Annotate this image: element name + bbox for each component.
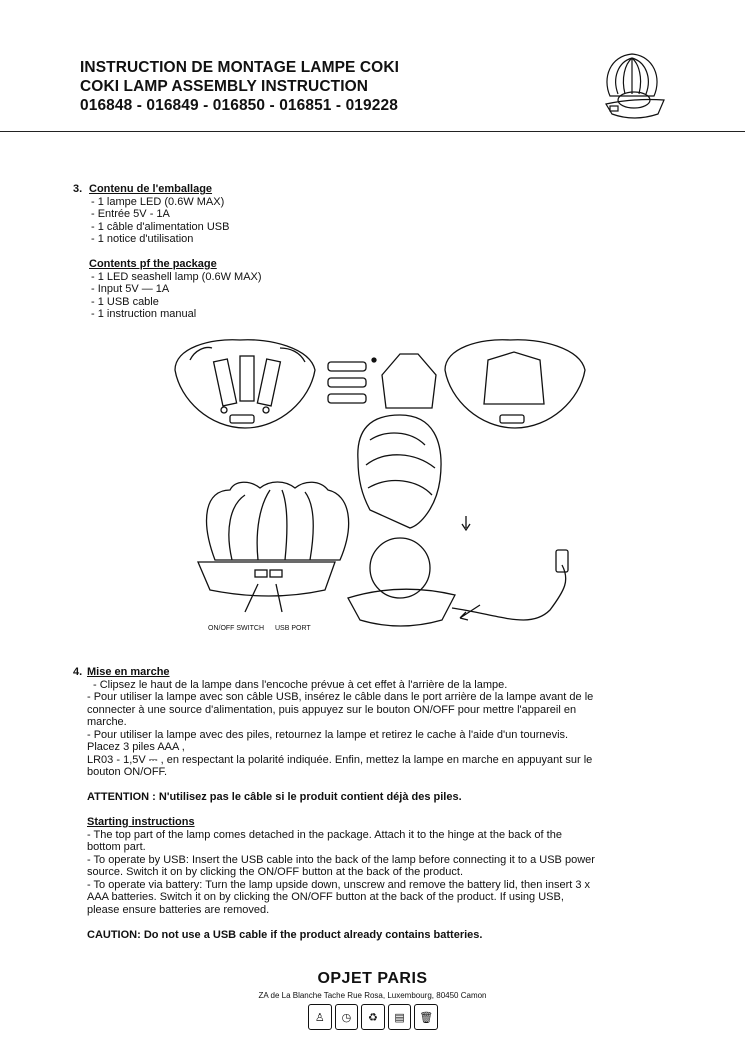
battery-icons <box>328 362 366 403</box>
product-references: 016848 - 016849 - 016850 - 016851 - 019228 <box>80 97 398 114</box>
lamp-top-shell <box>358 415 441 528</box>
assembly-illustration <box>170 330 590 630</box>
instruction-line: - To operate by USB: Insert the USB cable into the back of the lamp before connecting it to a USB power <box>87 853 595 866</box>
list-item: - Entrée 5V - 1A <box>91 208 170 220</box>
list-item: - 1 LED seashell lamp (0.6W MAX) <box>91 270 262 283</box>
list-item: - 1 notice d'utilisation <box>91 233 194 245</box>
clock-icon: ◷ <box>335 1004 359 1030</box>
list-item: - 1 USB cable <box>91 295 159 308</box>
list-item: - 1 câble d'alimentation USB <box>91 220 230 233</box>
header-divider <box>0 131 745 132</box>
lamp-assembled-back <box>198 482 349 612</box>
age-warning-icon: ♙ <box>308 1004 332 1030</box>
compliance-icons <box>308 1004 438 1032</box>
usb-port-label: USB PORT <box>275 625 311 630</box>
instruction-line: - Clipsez le haut de la lampe dans l'encoche prévue à cet effet à l'arrière de la lampe. <box>93 678 508 691</box>
instruction-line: please ensure batteries are removed. <box>87 903 270 916</box>
list-item: - Input 5V — 1A <box>91 283 170 295</box>
instruction-line: marche. <box>87 716 127 728</box>
list-item: - 1 instruction manual <box>91 308 197 320</box>
instruction-line: - The top part of the lamp comes detached in the package. Attach it to the hinge at the back of the <box>87 828 562 841</box>
company-address: ZA de La Blanche Tache Rue Rosa, Luxembourg, 80450 Camon <box>258 991 487 1000</box>
recycle-icon: ♻ <box>361 1004 385 1030</box>
heading-contents-fr: Contenu de l'emballage <box>89 183 213 195</box>
section-number: 3. <box>73 183 83 195</box>
lamp-globe-usb <box>348 538 568 626</box>
section-package-contents <box>73 183 262 321</box>
sorting-icon: ▤ <box>388 1004 412 1030</box>
instruction-line: source. Switch it on by clicking the ON/OFF button at the back of the product. <box>87 866 464 878</box>
attention-warning: ATTENTION : N'utilisez pas le câble si le produit contient déjà des piles. <box>87 791 462 803</box>
instruction-line: - To operate via battery: Turn the lamp upside down, unscrew and remove the battery lid, then insert 3 x <box>87 878 591 891</box>
title-french: INSTRUCTION DE MONTAGE LAMPE COKI <box>80 59 400 76</box>
onoff-switch-label: ON/OFF SWITCH <box>208 625 264 630</box>
brand-name: OPJET PARIS <box>317 970 428 987</box>
instruction-line: - Pour utiliser la lampe avec son câble USB, insérez le câble dans le port arrière de la lampe avant de le <box>87 691 594 703</box>
section-number: 4. <box>73 666 83 678</box>
instruction-line: bouton ON/OFF. <box>87 766 168 778</box>
document-title <box>80 58 399 115</box>
instruction-line: Placez 3 piles AAA , <box>87 741 185 753</box>
caution-warning: CAUTION: Do not use a USB cable if the product already contains batteries. <box>87 928 483 941</box>
instruction-line: - Pour utiliser la lampe avec des piles, retournez la lampe et retirez le cache à l'aide d'un tournevis. <box>87 728 569 741</box>
lamp-underside-open <box>175 340 315 428</box>
list-item: - 1 lampe LED (0.6W MAX) <box>91 195 225 208</box>
lamp-underside-closed <box>445 340 585 428</box>
title-english: COKI LAMP ASSEMBLY INSTRUCTION <box>80 78 369 95</box>
bin-icon: 🗑 <box>414 1004 438 1030</box>
instruction-line: bottom part. <box>87 841 146 853</box>
heading-contents-en: Contents pf the package <box>89 258 217 270</box>
seashell-lamp-icon <box>598 48 668 122</box>
heading-mise-en-marche: Mise en marche <box>87 666 170 678</box>
heading-starting-instructions: Starting instructions <box>87 816 195 828</box>
instruction-line: connecter à une source d'alimentation, puis appuyez sur le bouton ON/OFF pour mettre l'appareil en <box>87 703 577 716</box>
section-starting <box>73 666 673 941</box>
instruction-line: AAA batteries. Switch it on by clicking the ON/OFF button at the back of the product. If using USB, <box>87 891 564 903</box>
battery-lid <box>382 354 436 408</box>
instruction-line: LR03 - 1,5V ⎓ , en respectant la polarité indiquée. Enfin, mettez la lampe en marche en appuyant sur le <box>87 753 593 766</box>
